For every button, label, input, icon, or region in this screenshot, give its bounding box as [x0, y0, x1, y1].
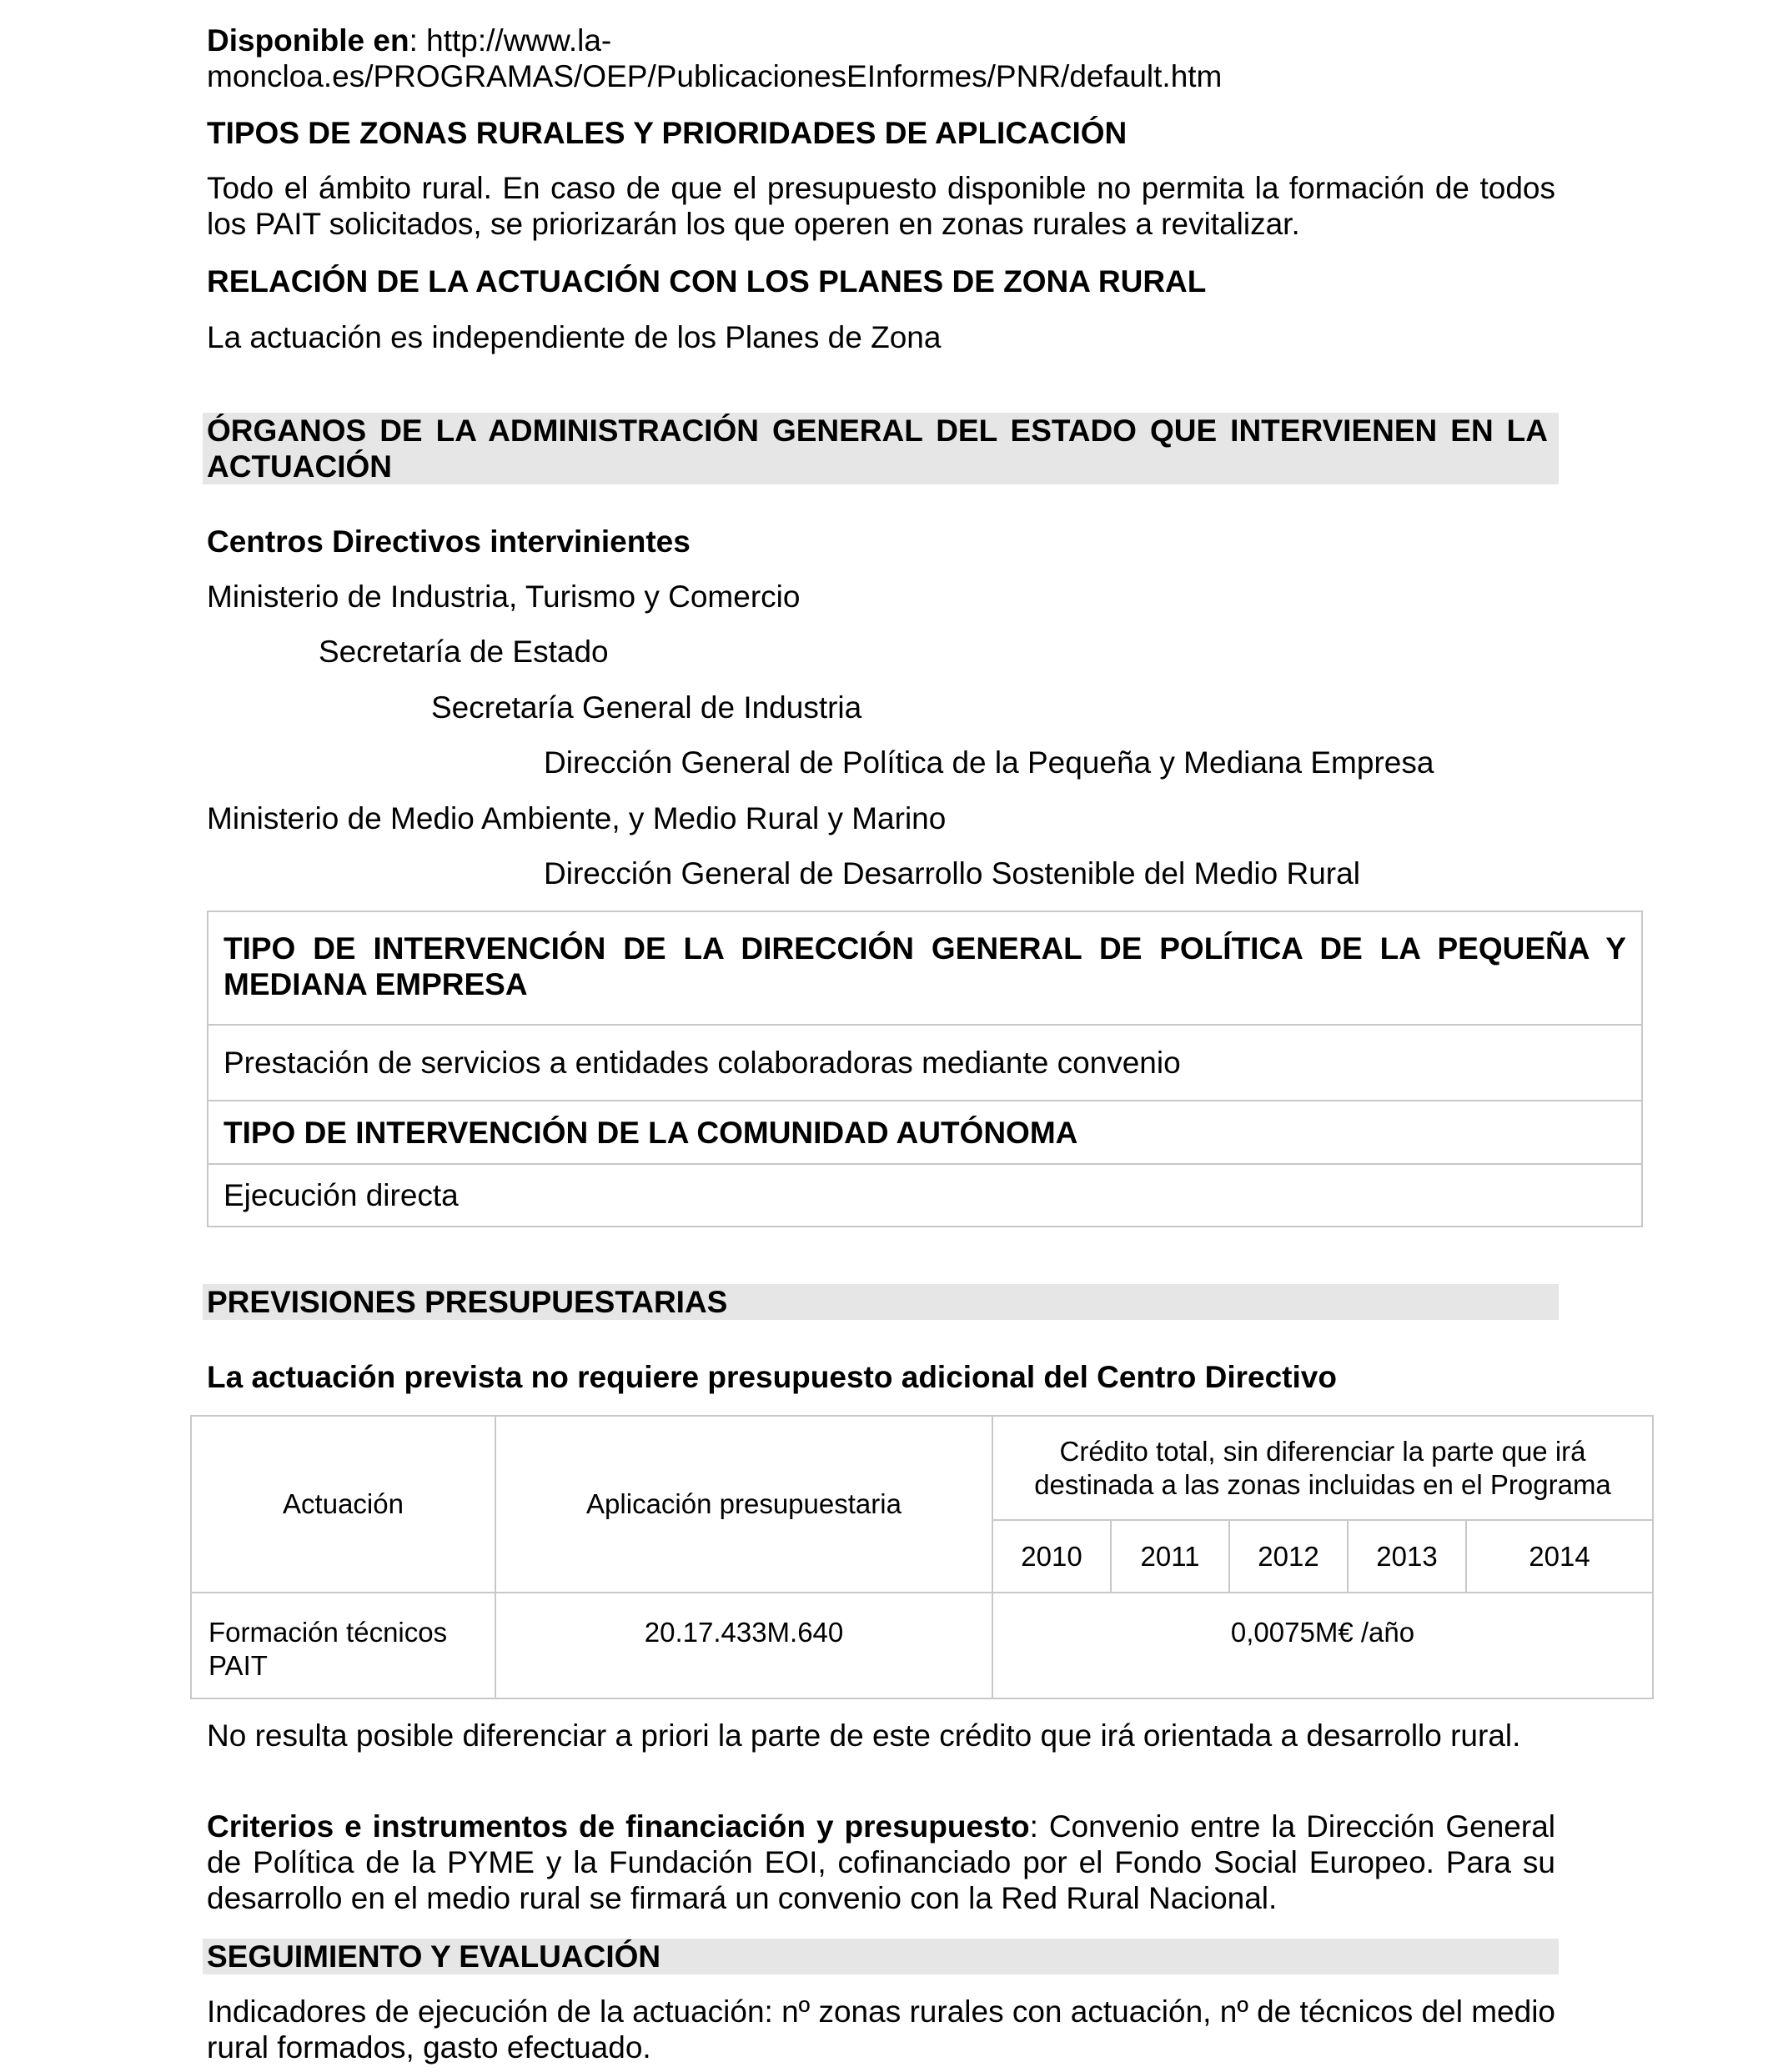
cell-actuacion: Formación técnicos PAIT	[191, 1593, 495, 1698]
ca-intervention-heading: TIPO DE INTERVENCIÓN DE LA COMUNIDAD AUTÓNOMA	[208, 1101, 1641, 1165]
zone-plans-heading: RELACIÓN DE LA ACTUACIÓN CON LOS PLANES DE ZONA RURAL	[207, 264, 1207, 299]
monitoring-heading-band	[203, 1939, 1559, 1974]
budget-note: No resulta posible diferenciar a priori la parte de este crédito que irá orientada a desarrollo rural.	[207, 1718, 1521, 1753]
organs-heading-line1: ÓRGANOS DE LA ADMINISTRACIÓN GENERAL DEL ESTADO QUE INTERVIENEN EN LA	[207, 414, 1548, 448]
col-header-aplicacion: Aplicación presupuestaria	[495, 1416, 992, 1593]
year-header: 2010	[992, 1520, 1111, 1593]
financing-criteria-label: Criterios e instrumentos de financiación y presupuesto	[207, 1809, 1030, 1844]
availability-url-part1[interactable]: http://www.la-	[426, 23, 612, 58]
zone-plans-text: La actuación es independiente de los Planes de Zona	[207, 320, 942, 354]
budget-heading-band	[203, 1284, 1559, 1320]
year-header: 2011	[1111, 1520, 1229, 1593]
financing-criteria-text: Convenio entre la Dirección General de Política de la PYME y la Fundación EOI, cofinanciado por el Fondo Social Europeo. Para su desarrollo en el medio rural se firmará un convenio con la Red Rural Nacional.	[207, 1809, 1555, 1915]
organs-heading-line2: ACTUACIÓN	[207, 449, 392, 484]
col-header-actuacion: Actuación	[191, 1416, 495, 1593]
org-item: Dirección General de Política de la Pequeña y Mediana Empresa	[544, 745, 1434, 780]
year-header: 2014	[1466, 1520, 1653, 1593]
ca-intervention-text: Ejecución directa	[224, 1178, 459, 1212]
availability-label: Disponible en	[207, 23, 409, 58]
dg-intervention-heading: TIPO DE INTERVENCIÓN DE LA DIRECCIÓN GENERAL DE POLÍTICA DE LA PEQUEÑA Y MEDIANA EMPRESA	[208, 912, 1641, 1026]
rural-zones-text: Todo el ámbito rural. En caso de que el presupuesto disponible no permita la formación de todos los PAIT solicitados, se priorizarán los que operen en zonas rurales a revitalizar.	[207, 171, 1555, 241]
budget-table	[190, 1415, 1654, 1699]
cell-aplicacion: 20.17.433M.640	[495, 1593, 992, 1698]
availability-block: Disponible en: http://www.la- moncloa.es/PROGRAMAS/OEP/PublicacionesEInformes/PNR/default.htm	[207, 23, 1555, 94]
organs-heading-band	[203, 413, 1559, 484]
dg-intervention-text: Prestación de servicios a entidades colaboradoras mediante convenio	[208, 1026, 1641, 1101]
centers-heading: Centros Directivos intervinientes	[207, 524, 691, 559]
availability-url-part2[interactable]: moncloa.es/PROGRAMAS/OEP/PublicacionesEInformes/PNR/default.htm	[207, 59, 1223, 93]
monitoring-heading: SEGUIMIENTO Y EVALUACIÓN	[207, 1939, 661, 1974]
rural-zones-heading: TIPOS DE ZONAS RURALES Y PRIORIDADES DE APLICACIÓN	[207, 116, 1128, 150]
monitoring-text: Indicadores de ejecución de la actuación: nº zonas rurales con actuación, nº de técnicos del medio rural formados, gasto efectuado.	[207, 1994, 1555, 2064]
org-item: Dirección General de Desarrollo Sostenible del Medio Rural	[544, 856, 1360, 891]
year-header: 2013	[1348, 1520, 1466, 1593]
org-item: Secretaría General de Industria	[431, 690, 862, 725]
financing-criteria: Criterios e instrumentos de financiación y presupuesto: Convenio entre la Dirección General de Política de la PYME y la Fundación EOI, cofinanciado por el Fondo Social Europeo. Para su desarrollo en el medio rural se firmará un convenio con la Red Rural Nacional.	[207, 1809, 1555, 1915]
budget-heading: PREVISIONES PRESUPUESTARIAS	[207, 1285, 728, 1319]
col-header-credito: Crédito total, sin diferenciar la parte que irá destinada a las zonas incluidas en el Programa	[992, 1416, 1653, 1520]
intervention-box	[207, 911, 1643, 1227]
year-header: 2012	[1229, 1520, 1348, 1593]
budget-subheading: La actuación prevista no requiere presupuesto adicional del Centro Directivo	[207, 1360, 1337, 1394]
org-item: Ministerio de Medio Ambiente, y Medio Rural y Marino	[207, 801, 947, 835]
org-item: Ministerio de Industria, Turismo y Comercio	[207, 579, 801, 614]
cell-credito: 0,0075M€ /año	[992, 1593, 1653, 1698]
org-item: Secretaría de Estado	[319, 635, 609, 669]
